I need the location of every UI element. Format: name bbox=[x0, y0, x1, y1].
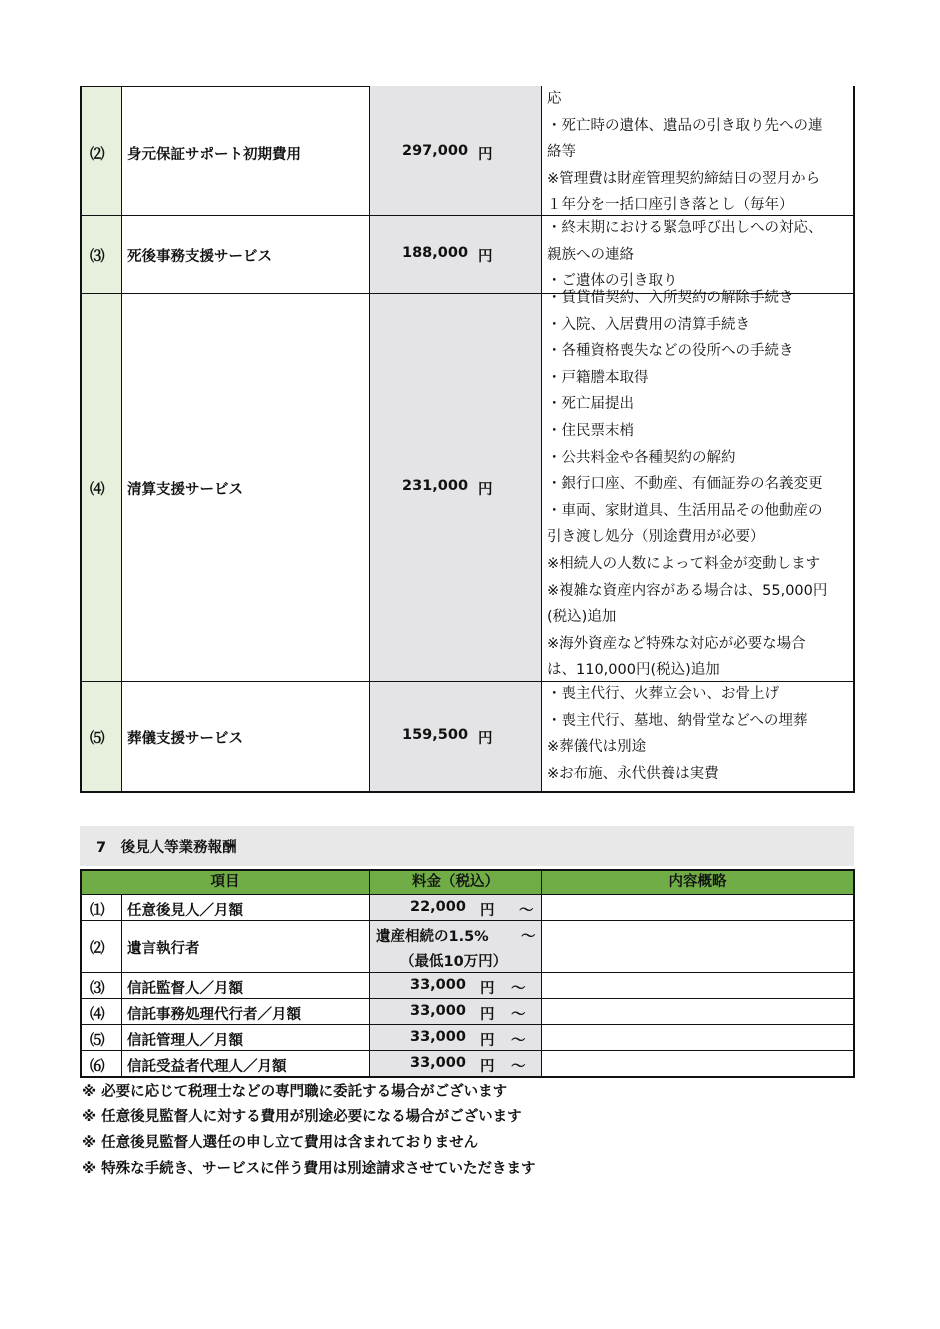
row-description: ・喪主代行、火葬立会い、お骨上げ ・喪主代行、墓地、納骨堂などへの埋葬 ※葬儀代は別途 ※お布施、永代供養は実費 bbox=[547, 686, 808, 782]
row-number: ⑵ bbox=[90, 941, 105, 957]
row-number: ⑷ bbox=[90, 482, 105, 498]
row-unit: 円 bbox=[480, 1033, 495, 1049]
row-unit: 円 bbox=[478, 731, 493, 747]
header-fee: 料金（税込） bbox=[370, 870, 541, 894]
row-unit: 円 bbox=[480, 981, 495, 997]
row-tilde: ～ bbox=[511, 1033, 526, 1049]
header-item: 項目 bbox=[81, 870, 369, 894]
row-label: 死後事務支援サービス bbox=[127, 249, 272, 265]
row-tilde: ～ bbox=[519, 903, 534, 919]
note-item: ※ 特殊な手続き、サービスに伴う費用は別途請求させていただきます bbox=[82, 1161, 536, 1177]
row-label: 信託受益者代理人／月額 bbox=[127, 1059, 287, 1075]
row-unit: 円 bbox=[478, 147, 493, 163]
row-label: 信託監督人／月額 bbox=[127, 981, 243, 997]
note-item: ※ 任意後見監督人選任の申し立て費用は含まれておりません bbox=[82, 1135, 479, 1151]
row-amount: 22,000 bbox=[410, 899, 466, 915]
row-label: 遺言執行者 bbox=[127, 941, 200, 957]
section-title: 7 後見人等業務報酬 bbox=[96, 840, 237, 856]
row-tilde: ～ bbox=[511, 1059, 526, 1075]
row-unit: 円 bbox=[478, 249, 493, 265]
row-unit: 円 bbox=[480, 1059, 495, 1075]
row-description: ・終末期における緊急呼び出しへの対応、 親族への連絡 ・ご遺体の引き取り bbox=[547, 220, 823, 290]
row-number: ⑹ bbox=[90, 1059, 105, 1075]
row-tilde: ～ bbox=[511, 981, 526, 997]
row-amount: 297,000 bbox=[402, 143, 469, 159]
row-label: 任意後見人／月額 bbox=[127, 903, 243, 919]
row-amount: 33,000 bbox=[410, 1029, 466, 1045]
row-description: 応 ・死亡時の遺体、遺品の引き取り先への連 絡等 ※管理費は財産管理契約締結日の翌月から １年分を一括口座引き落とし（毎年） bbox=[547, 91, 823, 214]
row-unit: 円 bbox=[480, 1007, 495, 1023]
row-number: ⑸ bbox=[90, 731, 105, 747]
fee-column-bg bbox=[369, 86, 541, 792]
row-label: 信託事務処理代行者／月額 bbox=[127, 1007, 301, 1023]
row-amount: 遺産相続の1.5% bbox=[376, 929, 489, 945]
row-number: ⑶ bbox=[90, 981, 105, 997]
row-amount: 33,000 bbox=[410, 1003, 466, 1019]
row-number: ⑸ bbox=[90, 1033, 105, 1049]
row-tilde: ～ bbox=[521, 929, 536, 945]
row-amount: 159,500 bbox=[402, 727, 469, 743]
row-amount: 188,000 bbox=[402, 245, 469, 261]
row-label: 身元保証サポート初期費用 bbox=[127, 147, 301, 163]
row-number: ⑵ bbox=[90, 147, 105, 163]
row-description: ・賃貸借契約、入所契約の解除手続き ・入院、入居費用の清算手続き ・各種資格喪失などの役所への手続き ・戸籍謄本取得 ・死亡届提出 ・住民票末梢 ・公共料金や各種契約の解約 ・銀行口座、不動産、有価証券の名義変更 ・車両、家財道具、生活用品その他動産の 引き渡し処分（別途費用が必要） ※相続人の人数によって料金が変動します ※複雑な資産内容がある場合は、55,000円 (税込)追加 ※海外資産など特殊な対応が必要な場合 は、110,000円(税込)追加 bbox=[547, 290, 828, 679]
number-column-bg bbox=[81, 86, 121, 792]
row-amount: 33,000 bbox=[410, 977, 466, 993]
row-amount-min: （最低10万円） bbox=[400, 954, 508, 970]
header-summary: 内容概略 bbox=[542, 870, 853, 894]
row-label: 信託管理人／月額 bbox=[127, 1033, 243, 1049]
row-unit: 円 bbox=[478, 482, 493, 498]
row-amount: 231,000 bbox=[402, 478, 469, 494]
note-item: ※ 任意後見監督人に対する費用が別途必要になる場合がございます bbox=[82, 1109, 522, 1125]
row-amount: 33,000 bbox=[410, 1055, 466, 1071]
note-item: ※ 必要に応じて税理士などの専門職に委託する場合がございます bbox=[82, 1084, 508, 1100]
row-number: ⑶ bbox=[90, 249, 105, 265]
row-tilde: ～ bbox=[511, 1007, 526, 1023]
row-number: ⑴ bbox=[90, 903, 105, 919]
row-unit: 円 bbox=[480, 903, 495, 919]
row-label: 清算支援サービス bbox=[127, 482, 243, 498]
row-label: 葬儀支援サービス bbox=[127, 731, 243, 747]
row-number: ⑷ bbox=[90, 1007, 105, 1023]
